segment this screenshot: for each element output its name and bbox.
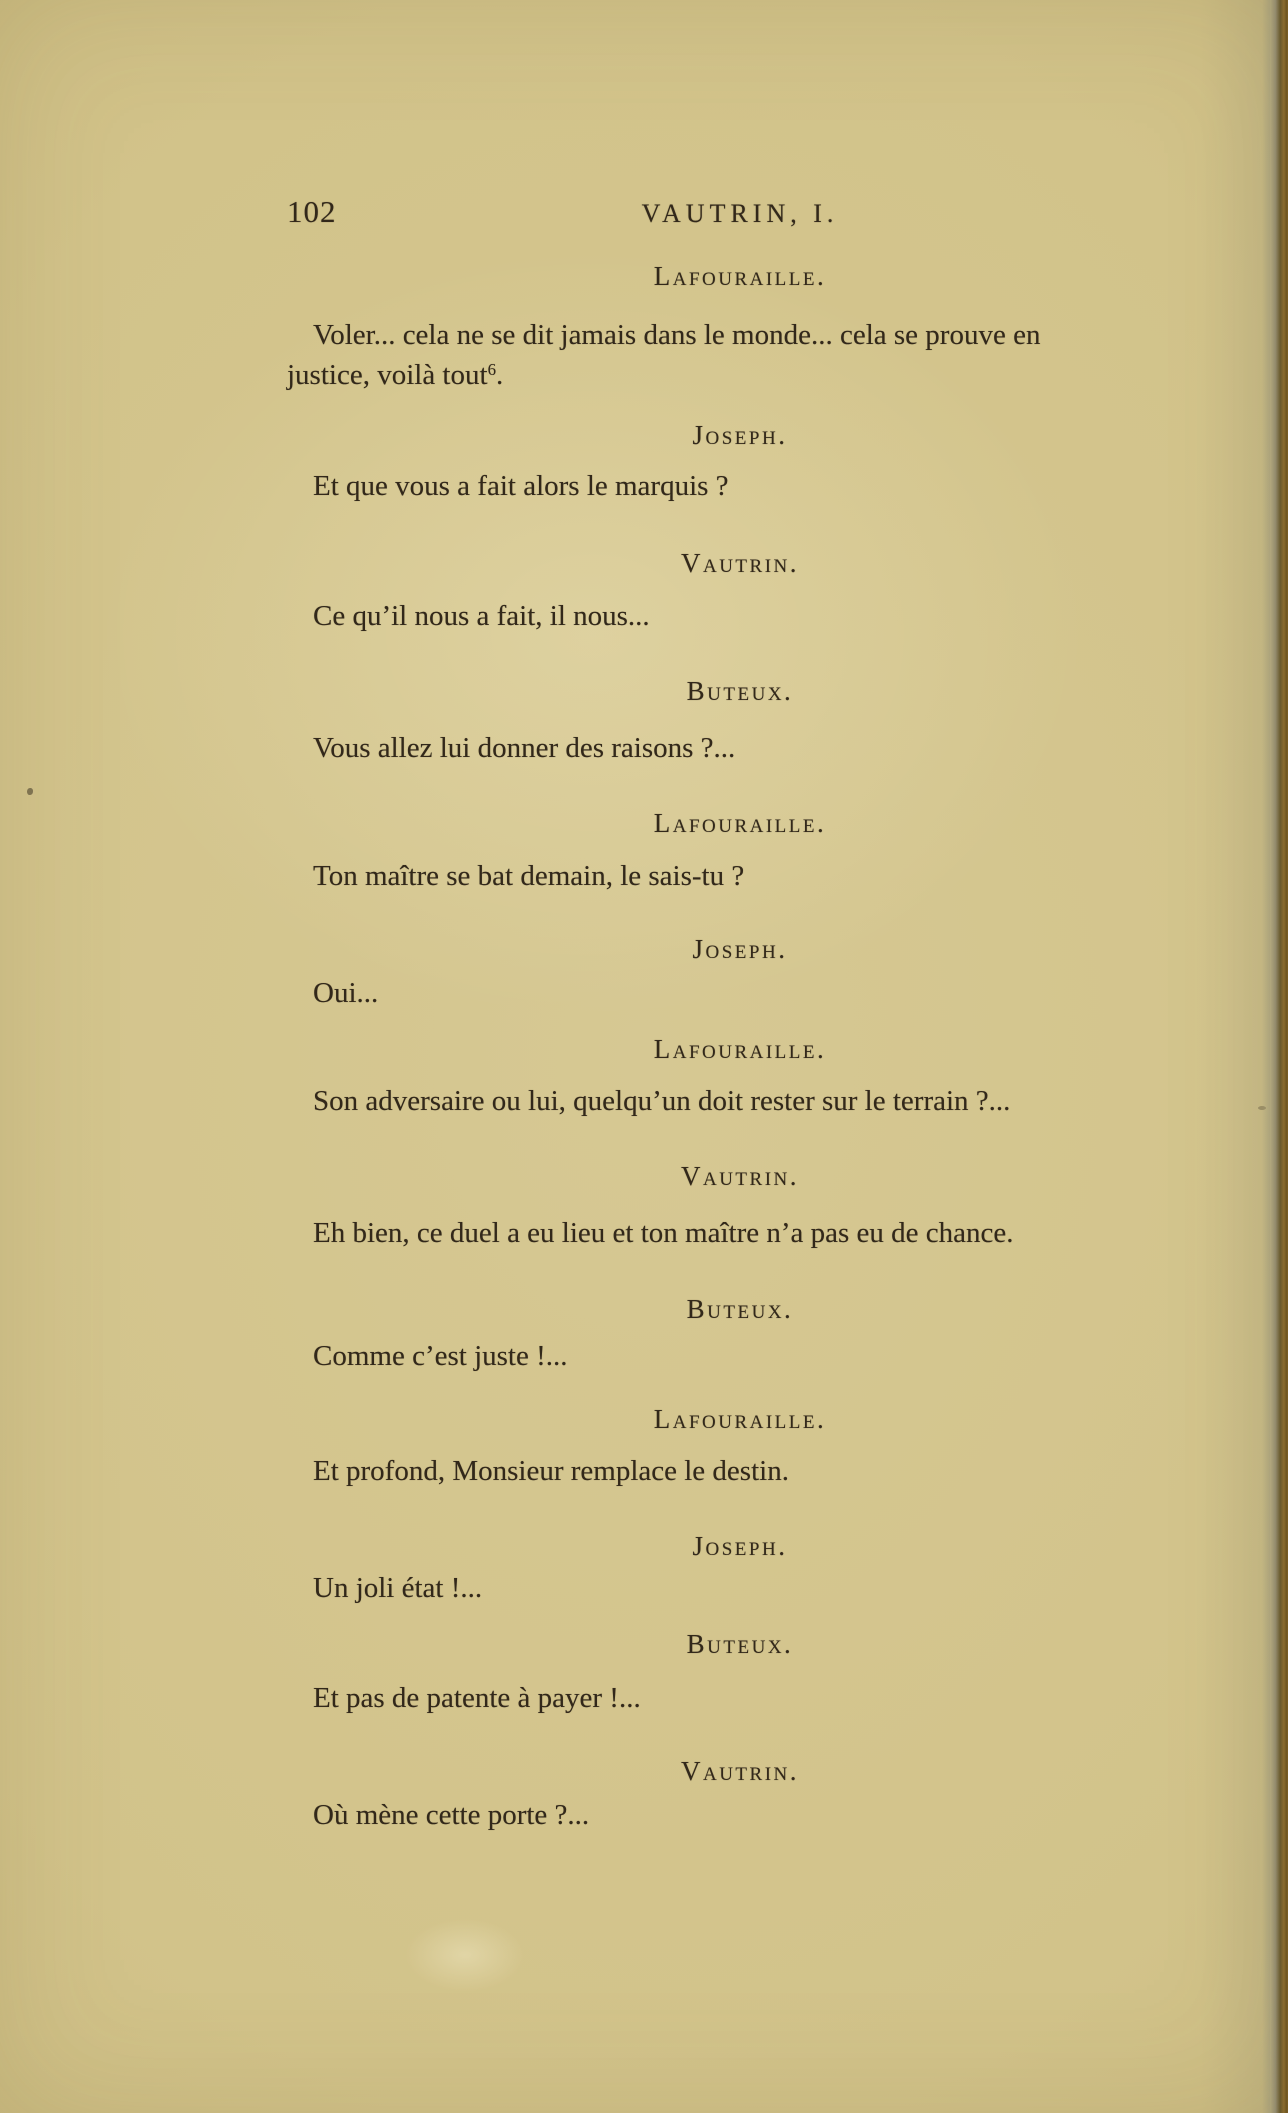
- dialogue-line: Oui...: [313, 977, 379, 1009]
- dialogue-line: Comme c’est juste !...: [313, 1340, 568, 1372]
- dialogue-line: Un joli état !...: [313, 1572, 483, 1604]
- dialogue-line: Ton maître se bat demain, le sais-tu ?: [313, 860, 745, 892]
- dialogue-line: Eh bien, ce duel a eu lieu et ton maître n’a pas eu de chance.: [313, 1217, 1014, 1249]
- speaker-name: Lafouraille.: [653, 1404, 827, 1434]
- dialogue-line: Voler... cela ne se dit jamais dans le monde... cela se prouve en: [313, 319, 1041, 351]
- dialogue-line: Où mène cette porte ?...: [313, 1799, 590, 1831]
- speaker-name: Lafouraille.: [653, 261, 827, 291]
- page-edge-shadow: [1262, 0, 1288, 2113]
- speaker-name: Joseph.: [692, 934, 788, 964]
- dialogue-line: Ce qu’il nous a fait, il nous...: [313, 600, 650, 632]
- dialogue-line: Et que vous a fait alors le marquis ?: [313, 470, 729, 502]
- speaker-name: Lafouraille.: [653, 1034, 827, 1064]
- speaker-name: Vautrin.: [680, 548, 800, 578]
- speaker-name: Vautrin.: [680, 1161, 800, 1191]
- dialogue-line: Et pas de patente à payer !...: [313, 1682, 641, 1714]
- speaker-name: Buteux.: [686, 1629, 794, 1659]
- page-gutter-shade: [1200, 0, 1270, 2113]
- speaker-name: Lafouraille.: [653, 808, 827, 838]
- ink-speck: [27, 788, 33, 795]
- running-title: VAUTRIN, I.: [641, 199, 839, 228]
- speaker-name: Vautrin.: [680, 1756, 800, 1786]
- dialogue-line: Son adversaire ou lui, quelqu’un doit rester sur le terrain ?...: [313, 1085, 1011, 1117]
- dialogue-text: .: [495, 359, 504, 391]
- speaker-name: Joseph.: [692, 420, 788, 450]
- speaker-name: Buteux.: [686, 1294, 794, 1324]
- dialogue-text: justice, voilà tout: [287, 359, 488, 391]
- dialogue-line: [287, 359, 503, 392]
- speaker-name: Buteux.: [686, 676, 794, 706]
- footnote-marker: 6: [487, 360, 496, 379]
- paper-smudge: [405, 1918, 525, 1992]
- dialogue-line: Vous allez lui donner des raisons ?...: [313, 732, 736, 764]
- speaker-name: Joseph.: [692, 1531, 788, 1561]
- page-number: 102: [287, 194, 337, 229]
- dialogue-line: Et profond, Monsieur remplace le destin.: [313, 1455, 789, 1487]
